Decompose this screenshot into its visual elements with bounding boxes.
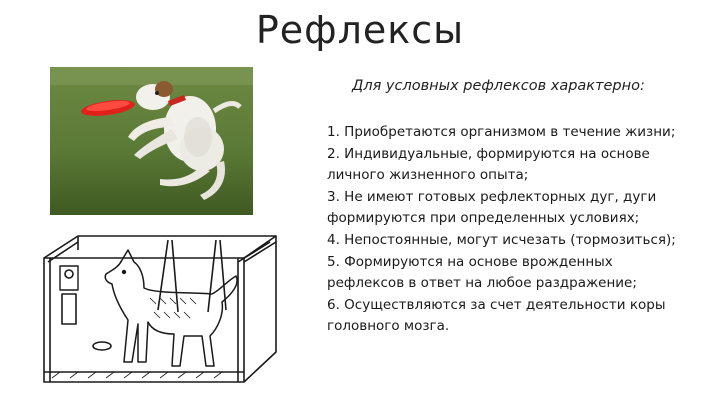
list-item: 1. Приобретаются организмом в течение жизни;: [327, 124, 676, 140]
list-item: 6. Осуществляются за счет деятельности коры головного мозга.: [327, 296, 666, 335]
dog-frisbee-photo: [50, 67, 253, 215]
slide-title: Рефлексы: [255, 8, 465, 52]
list-item: 4. Непостоянные, могут исчезать (тормозиться);: [327, 231, 676, 248]
list-item: 5. Формируются на основе врожденных рефлексов в ответ на любое раздражение;: [327, 253, 637, 292]
list-item: 3. Не имеют готовых рефлекторных дуг, дуги формируются при определенных условиях;: [327, 188, 657, 227]
list-item: 2. Индивидуальные, формируются на основе личного жизненного опыта;: [327, 145, 650, 184]
slide-subtitle: Для условных рефлексов характерно:: [352, 78, 645, 94]
pavlov-experiment-drawing: [40, 232, 278, 397]
characteristics-list: [327, 122, 687, 338]
